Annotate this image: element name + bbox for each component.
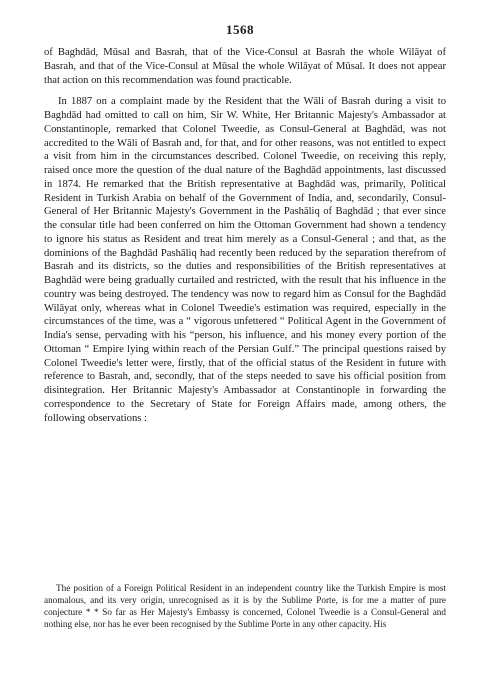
page-number: 1568 xyxy=(226,22,254,37)
paragraph-continuation: of Baghdād, Mūsal and Basrah, that of the Vice-Consul at Basrah the whole Wilāyat of Basrah, and that of the Vice-Consul at Mūsal the whole Wilāyat of Mūsal. It does not appear that action on this recommendation was found practicable. xyxy=(44,47,446,86)
page-body xyxy=(44,46,446,425)
paragraph-1887-complaint: In 1887 on a complaint made by the Resident that the Wāli of Basrah during a visit to Baghdād had omitted to call on him, Sir W. White, Her Britannic Majesty's Ambassador at Constantinople, remarked that Colonel Tweedie, as Consul-General at Baghdād, was not accredited to the Wāli of Basrah and, for that, and for other reasons, was not entitled to expect a visit from him in the circumstances described. Colonel Tweedie, on receiving this reply, raised once more the question of the dual nature of the Baghdād appointments, last discussed in 1874. He remarked that the British representative at Baghdād was, primarily, Political Resident in Turkish Arabia on behalf of the Government of India, and, secondarily, Consul-General of Her Britannic Majesty's Government in the Pashāliq of Baghdād ; that ever since the consular title had been conferred on him the Ottoman Government had shown a tendency to ignore his status as Resident and treat him merely as a Consul-General ; and that, as the dominions of the Baghdād Pashāliq had recently been reduced by the separation therefrom of Basrah and its districts, so the duties and responsibilities of the British representatives at Baghdād were being gradually curtailed and restricted, with the result that his influence in the country was being destroyed. The tendency was now to regard him as Consul for the Baghdād Wilāyat only, whereas what in Colonel Tweedie's estimation was required, especially in the circumstances of the time, was a “ vigorous unfettered “ Political Agent in the Government of India's sense, pervading with his “person, his influence, and his money every portion of the Ottoman “ Empire lying within reach of the Persian Gulf.” The principal questions raised by Colonel Tweedie's letter were, firstly, that of the official status of the Resident in future with reference to Basrah, and, secondly, that of the steps needed to save his official position from disintegration. Her Britannic Majesty's Ambassador at Constantinople in forwarding the correspondence to the Secretary of State for Foreign Affairs made, among others, the following observations : xyxy=(44,96,446,424)
quoted-observations: The position of a Foreign Political Resident in an independent country like the Turkish Empire is most anomalous, and its very origin, unrecognised as it is by the Sublime Porte, is for me a matter of pure conjecture * * So far as Her Majesty's Embassy is concerned, Colonel Tweedie is a Consul-General and nothing else, nor has he ever been recognised by the Sublime Porte in any other capacity. His xyxy=(44,583,446,629)
